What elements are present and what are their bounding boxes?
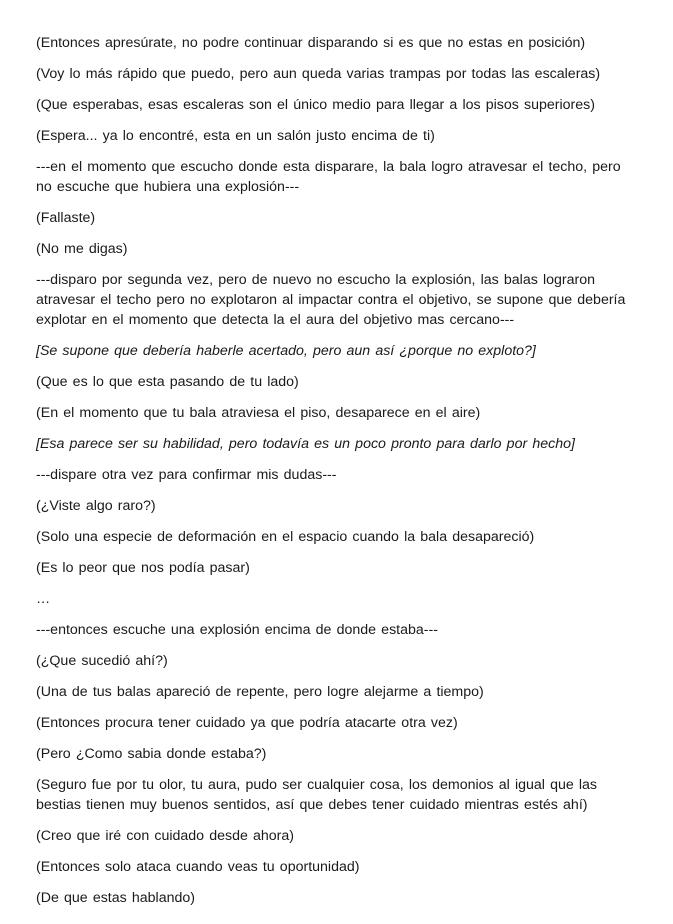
paragraph: ---dispare otra vez para confirmar mis dudas--- xyxy=(36,467,337,483)
paragraph: (Fallaste) xyxy=(36,210,96,226)
paragraph: (¿Viste algo raro?) xyxy=(36,498,156,514)
paragraph: (Seguro fue por tu olor, tu aura, pudo ser cualquier cosa, los demonios al igual que las bestias tienen muy buenos sentidos, así que debes tener cuidado mientras estés ahí) xyxy=(36,777,598,813)
paragraph: [Se supone que debería haberle acertado, pero aun así ¿porque no exploto?] xyxy=(36,343,536,359)
paragraph: (Es lo peor que nos podía pasar) xyxy=(36,560,250,576)
paragraph: (Entonces procura tener cuidado ya que podría atacarte otra vez) xyxy=(36,715,458,731)
paragraph: (Que esperabas, esas escaleras son el único medio para llegar a los pisos superiores) xyxy=(36,97,595,113)
paragraph: (Que es lo que esta pasando de tu lado) xyxy=(36,374,299,390)
paragraph: (Una de tus balas apareció de repente, pero logre alejarme a tiempo) xyxy=(36,684,484,700)
paragraph: (Espera... ya lo encontré, esta en un salón justo encima de ti) xyxy=(36,128,435,144)
paragraph: … xyxy=(36,591,51,607)
paragraph: (No me digas) xyxy=(36,241,128,257)
paragraph: ---disparo por segunda vez, pero de nuevo no escucho la explosión, las balas lograron atravesar el techo pero no explotaron al impactar contra el objetivo, se supone que debería explotar en el momento que detecta la el aura del objetivo mas cercano--- xyxy=(36,272,626,328)
paragraph: (¿Que sucedió ahí?) xyxy=(36,653,168,669)
paragraph: (Entonces solo ataca cuando veas tu oportunidad) xyxy=(36,859,360,875)
paragraph: (Solo una especie de deformación en el espacio cuando la bala desapareció) xyxy=(36,529,535,545)
paragraph: (Entonces apresúrate, no podre continuar disparando si es que no estas en posición) xyxy=(36,35,586,51)
paragraph: (Voy lo más rápido que puedo, pero aun queda varias trampas por todas las escaleras) xyxy=(36,66,601,82)
document-body xyxy=(36,33,641,919)
paragraph: (De que estas hablando) xyxy=(36,890,195,906)
paragraph: [Esa parece ser su habilidad, pero todavía es un poco pronto para darlo por hecho] xyxy=(36,436,575,452)
paragraph: ---entonces escuche una explosión encima de donde estaba--- xyxy=(36,622,438,638)
paragraph: ---en el momento que escucho donde esta disparare, la bala logro atravesar el techo, pero no escuche que hubiera una explosión--- xyxy=(36,159,621,195)
paragraph: (Creo que iré con cuidado desde ahora) xyxy=(36,828,295,844)
paragraph: (En el momento que tu bala atraviesa el piso, desaparece en el aire) xyxy=(36,405,481,421)
paragraph: (Pero ¿Como sabia donde estaba?) xyxy=(36,746,267,762)
